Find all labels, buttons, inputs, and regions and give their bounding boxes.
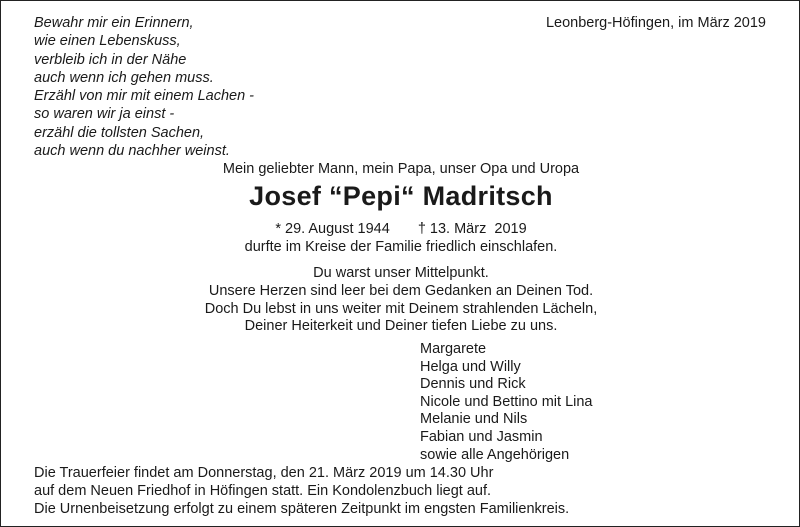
message-line: Du warst unser Mittelpunkt. <box>313 265 489 281</box>
notice-line: auf dem Neuen Friedhof in Höfingen statt. Ein Kondolenzbuch liegt auf. <box>34 482 492 499</box>
mourner-entry: Margarete <box>420 341 487 357</box>
poem-line: Bewahr mir ein Erinnern, <box>34 15 194 31</box>
deceased-name: Josef “Pepi“ Madritsch <box>249 181 553 211</box>
poem-line: auch wenn du nachher weinst. <box>34 143 230 160</box>
poem-line: verbleib ich in der Nähe <box>34 51 187 68</box>
place-and-date: Leonberg-Höfingen, im März 2019 <box>545 15 766 31</box>
poem <box>34 14 254 160</box>
mourner-entry: Fabian und Jasmin <box>420 428 543 445</box>
poem-line: Erzähl von mir mit einem Lachen - <box>34 88 254 105</box>
message-line: Deiner Heiterkeit und Deiner tiefen Liebe zu uns. <box>244 318 558 335</box>
mourner-entry: Nicole und Bettino mit Lina <box>420 393 593 410</box>
mourner-entry: Helga und Willy <box>420 358 521 375</box>
mourner-entry: Melanie und Nils <box>420 411 528 428</box>
death-date: † 13. März 2019 <box>417 221 527 237</box>
family-message <box>1 265 800 336</box>
passed-away-line: durfte im Kreise der Familie friedlich einschlafen. <box>244 239 558 255</box>
mourners-list <box>420 341 593 464</box>
mourner-entry: sowie alle Angehörigen <box>420 446 570 463</box>
notice-line: Die Trauerfeier findet am Donnerstag, den 21. März 2019 um 14.30 Uhr <box>34 465 494 481</box>
poem-line: so waren wir ja einst - <box>34 106 175 123</box>
mourner-entry: Dennis und Rick <box>420 376 526 393</box>
notice-line: Die Urnenbeisetzung erfolgt zu einem späteren Zeitpunkt im engsten Familienkreis. <box>34 500 570 517</box>
poem-line: erzähl die tollsten Sachen, <box>34 124 205 141</box>
message-line: Doch Du lebst in uns weiter mit Deinem strahlenden Lächeln, <box>204 300 598 317</box>
life-dates <box>1 221 800 237</box>
funeral-notice <box>34 465 569 518</box>
poem-line: auch wenn ich gehen muss. <box>34 69 214 86</box>
poem-line: wie einen Lebenskuss, <box>34 33 181 50</box>
intro-line: Mein geliebter Mann, mein Papa, unser Opa und Uropa <box>222 161 580 177</box>
message-line: Unsere Herzen sind leer bei dem Gedanken an Deinen Tod. <box>208 282 594 299</box>
birth-date: * 29. August 1944 <box>275 221 390 237</box>
